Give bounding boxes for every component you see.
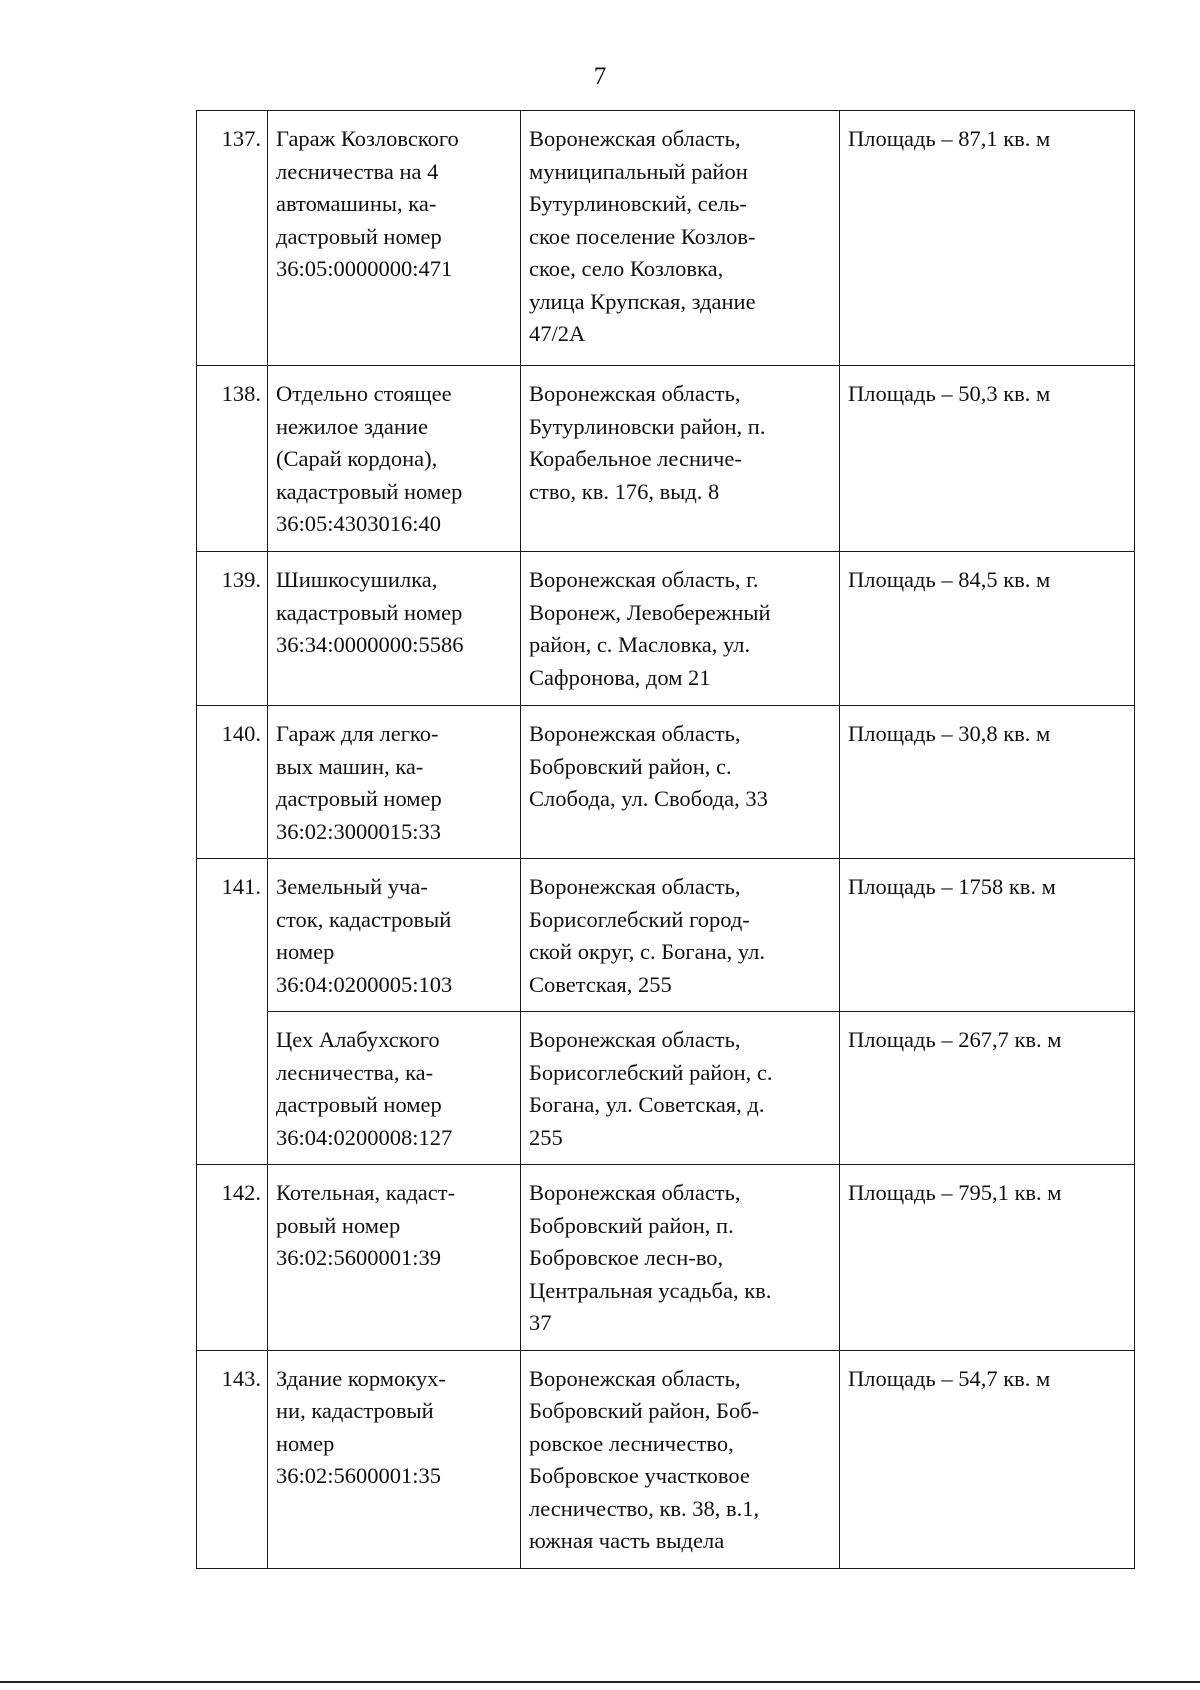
row-number: 141. xyxy=(197,859,268,1165)
table-row xyxy=(197,366,1135,552)
table-row xyxy=(197,1165,1135,1351)
object-area: Площадь – 87,1 кв. м xyxy=(840,111,1135,366)
table-row xyxy=(197,859,1135,1012)
object-address: Воронежская область, Бутурлиновски район, п. Корабельное лесниче- ство, кв. 176, выд. 8 xyxy=(521,366,840,552)
object-area: Площадь – 30,8 кв. м xyxy=(840,706,1135,859)
object-address: Воронежская область, Борисоглебский район, с. Богана, ул. Советская, д. 255 xyxy=(521,1012,840,1165)
table-row xyxy=(197,1012,1135,1165)
object-name: Цех Алабухского лесничества, ка- дастровый номер 36:04:0200008:127 xyxy=(268,1012,521,1165)
table-row xyxy=(197,706,1135,859)
row-number: 138. xyxy=(197,366,268,552)
object-name: Котельная, кадаст- ровый номер 36:02:5600001:39 xyxy=(268,1165,521,1351)
table-row xyxy=(197,111,1135,366)
object-address: Воронежская область, Бобровский район, п. Бобровское лесн-во, Центральная усадьба, кв. 37 xyxy=(521,1165,840,1351)
page-number: 7 xyxy=(593,63,607,90)
property-table xyxy=(196,110,1135,1569)
object-area: Площадь – 54,7 кв. м xyxy=(840,1350,1135,1568)
row-number: 140. xyxy=(197,706,268,859)
object-name: Гараж для легко- вых машин, ка- дастровый номер 36:02:3000015:33 xyxy=(268,706,521,859)
row-number: 142. xyxy=(197,1165,268,1351)
object-area: Площадь – 795,1 кв. м xyxy=(840,1165,1135,1351)
table-row xyxy=(197,1350,1135,1568)
object-area: Площадь – 267,7 кв. м xyxy=(840,1012,1135,1165)
object-address: Воронежская область, муниципальный район Бутурлиновский, сель- ское поселение Козлов- ское, село Козловка, улица Крупская, здание 47/2А xyxy=(521,111,840,366)
object-area: Площадь – 1758 кв. м xyxy=(840,859,1135,1012)
row-number: 137. xyxy=(197,111,268,366)
object-area: Площадь – 84,5 кв. м xyxy=(840,552,1135,706)
object-address: Воронежская область, Бобровский район, Боб- ровское лесничество, Бобровское участковое лесничество, кв. 38, в.1, южная часть выдела xyxy=(521,1350,840,1568)
object-address: Воронежская область, Борисоглебский город- ской округ, с. Богана, ул. Советская, 255 xyxy=(521,859,840,1012)
row-number: 143. xyxy=(197,1350,268,1568)
table-row xyxy=(197,552,1135,706)
object-name: Здание кормокух- ни, кадастровый номер 36:02:5600001:35 xyxy=(268,1350,521,1568)
bottom-divider xyxy=(0,1681,1200,1683)
object-address: Воронежская область, г. Воронеж, Левобережный район, с. Масловка, ул. Сафронова, дом 21 xyxy=(521,552,840,706)
object-name: Отдельно стоящее нежилое здание (Сарай кордона), кадастровый номер 36:05:4303016:40 xyxy=(268,366,521,552)
object-area: Площадь – 50,3 кв. м xyxy=(840,366,1135,552)
object-address: Воронежская область, Бобровский район, с. Слобода, ул. Свобода, 33 xyxy=(521,706,840,859)
object-name: Шишкосушилка, кадастровый номер 36:34:0000000:5586 xyxy=(268,552,521,706)
object-name: Земельный уча- сток, кадастровый номер 36:04:0200005:103 xyxy=(268,859,521,1012)
object-name: Гараж Козловского лесничества на 4 автомашины, ка- дастровый номер 36:05:0000000:471 xyxy=(268,111,521,366)
row-number: 139. xyxy=(197,552,268,706)
